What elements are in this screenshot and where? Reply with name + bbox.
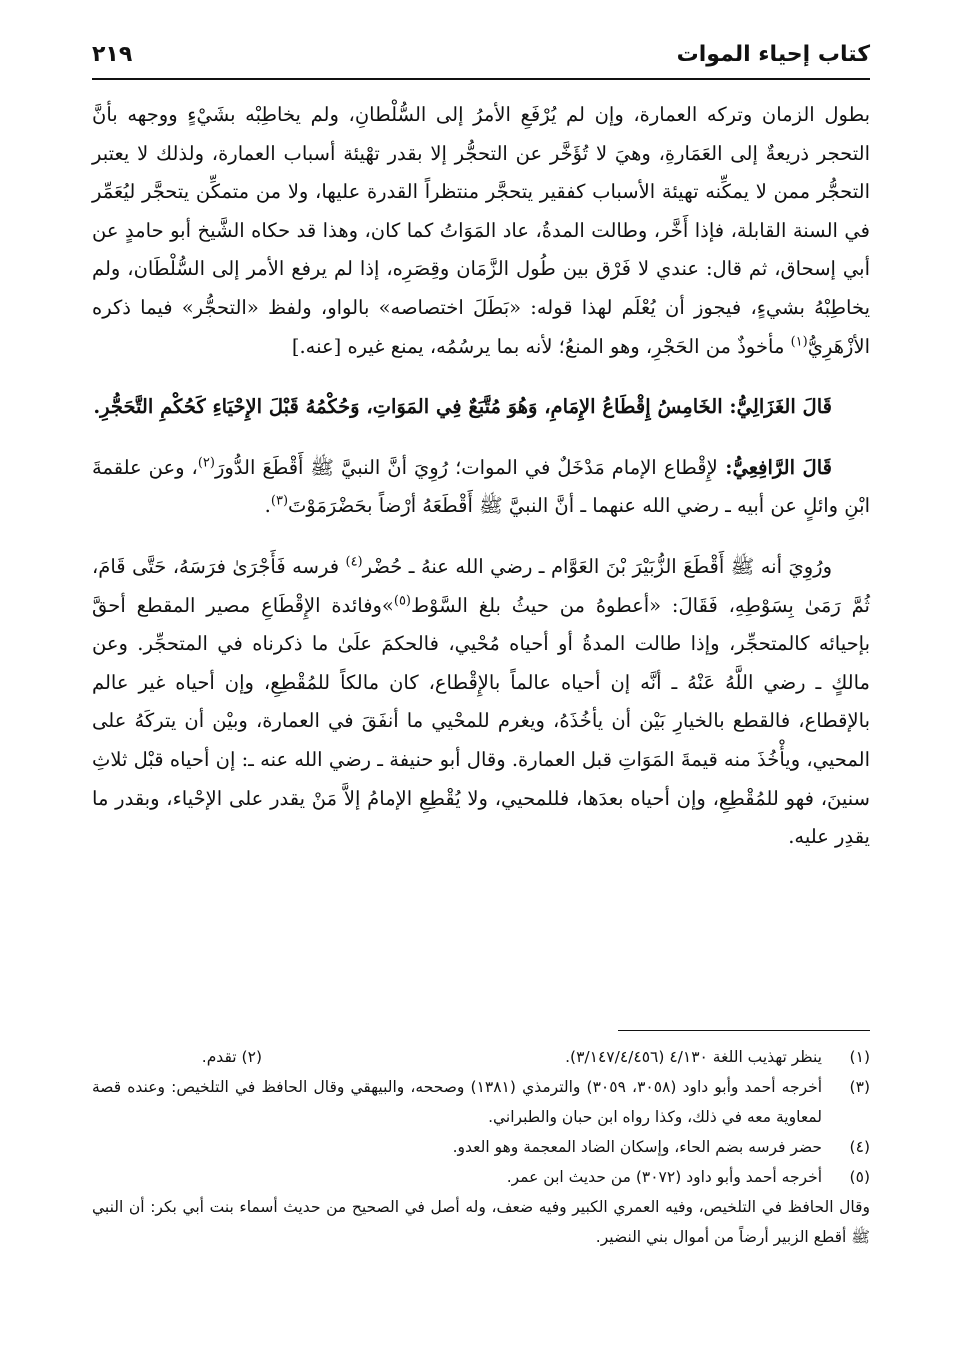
speaker-ghazali: قَالَ الغَزَالِيُّ: — [722, 395, 832, 419]
footnote-ref-4: (٤) — [345, 554, 363, 570]
footnote-4-text: حضر فرسه بضم الحاء، وإسكان الضاد المعجمة وهو العدو. — [452, 1138, 822, 1156]
paragraph-rafii — [92, 449, 870, 526]
footnote-1-text: ينظر تهذيب اللغة ٤/١٣٠ (٣/١٤٧/٤/٤٥٦). — [565, 1048, 822, 1066]
footnote-4-row — [92, 1132, 870, 1162]
footnote-5-text: أخرجه أحمد وأبو داود (٣٠٧٢) من حديث ابن عمر. — [506, 1168, 822, 1186]
page-header — [92, 38, 870, 80]
page-number: ٢١٩ — [92, 42, 133, 67]
footnote-divider — [618, 1030, 870, 1031]
rafii-text: لإِقْطاع الإمام مَدْخَلٌ في الموات؛ رُوِيَ أنَّ النبيَّ ﷺ أَقْطَعَ الدُّورَ — [214, 455, 718, 479]
paragraph-4-b: فرسه فَأَجْرَىٰ فرَسَهُ، حَتَّى قَامَ، ثُمَّ رَمَىٰ بِسَوْطِهِ، فَقَالَ: «أعطوهُ من حيثُ بلغ السَّوْط — [92, 554, 870, 617]
footnote-2-number: (٢) — [241, 1048, 262, 1066]
footnote-3-row — [92, 1072, 870, 1132]
paragraph-1-end: مأخوذٌ من الحَجْرِ، وهو المنعُ؛ لأنه بما يرسُمُه، يمنع غيره [عنه.] — [291, 334, 791, 358]
running-title: كتاب إحياء الموات — [676, 42, 870, 67]
footnote-ref-1: (١) — [790, 334, 808, 350]
footnote-ref-5: (٥) — [393, 593, 411, 609]
rafii-text-end: . — [264, 494, 271, 518]
paragraph-4-c: »وفائدة الإِقْطَاعِ مصير المقطع أحقَّ بإحيائه كالمتحجِّر، وإذا طالت المدةُ أو أحياه مُحْيي، فالحكمَ علَىٰ ما ذكرناه في المتحجِّر. وعن مالكٍ ـ رضي اللَّهُ عَنْهُ ـ أنَّه إن أحياه عالماً بالإِقْطاع، كان مالكاً للمُقْطِعِ، وإن أحياه غير عالم بالإقطاع، فالقطع بالخيارِ بَيْن أن يأخُذَهُ، ويغرم للمحْيي ما أنفَقَ في العمارة، وبيْن أن يتركَهُ على المحيي، ويأْخُذَ منه قيمةَ المَوَاتِ قبل العمارة. وقال أبو حنيفة ـ رضي الله عنه ـ: إن أحياه قبْل ثلاثِ سنينَ، فهو للمُقْطِعِ، وإن أحياه بعدَها، فللمحيي، ولا يُقْطِعِ الإمامُ إلاَّ مَنْ يقدر على الإحْياء، وبقدر ما يقدِر عليه. — [92, 593, 870, 849]
footnote-5-row — [92, 1162, 870, 1192]
footnote-ref-2: (٢) — [197, 455, 215, 471]
ghazali-text: الخَامِسُ إِقْطَاعُ الإِمَامِ، وَهُوَ مُتَّبَعٌ فِي المَوَاتِ، وَحُكْمُهُ قَبْلَ الإِحْيَاءِ كَحُكْمِ التَّحَجُّرِ. — [93, 395, 723, 419]
footnote-ref-3: (٣) — [270, 493, 289, 509]
footnote-2-text: تقدم. — [201, 1048, 237, 1066]
footnote-3-number: (٣) — [849, 1078, 870, 1096]
footnote-2 — [92, 1042, 262, 1072]
footnotes — [92, 1042, 870, 1252]
paragraph-4-a: ورُوِيَ أنه ﷺ أَقْطَعَ الزُّبَيْرَ بْنَ العَوَّام ـ رضي الله عنهُ ـ حُضْر — [362, 554, 832, 578]
speaker-rafii: قَالَ الرَّافِعِيُّ: — [717, 455, 832, 479]
footnote-4-number: (٤) — [849, 1138, 870, 1156]
footnote-5-continuation: وقال الحافظ في التلخيص، وفيه العمري الكبير وفيه ضعف، وله أصل في الصحيح من حديث أسماء بنت أبي بكر: أن النبي ﷺ أقطع الزبير أرضاً من أموال بني النضير. — [92, 1198, 870, 1246]
footnote-1-2-row — [92, 1042, 870, 1072]
paragraph-4 — [92, 548, 870, 857]
paragraph-1-text: بطول الزمان وتركه العمارة، وإن لم يُرْفَعِ الأمرُ إلى السُّلْطانِ، ولم يخاطِبْه بشَيْءٍ ووجهه بأنَّ التحجر ذريعةٌ إلى العَمَارةِ، وهيَ لا تُؤَخَّر عن التحجُّر إلا بقدر تهْيئة أسباب العمارة، ولذلك لا يعتبر التحجُّر ممن لا يمكِّنه تهيئة الأسباب كفقير يتحجَّر منتظراً القدرة عليها، ولا من متمكِّن يتحجَّر ليُعَمِّر في السنة القابلة، فإذا أَخَّر، وطالت المدةُ، عاد المَوَاتُ كما كان، وهذا قد حكاه الشَّيخ أبو حامدٍ عن أبي إسحاق، ثم قال: عندي لا فَرْق بين طُول الزَّمَان وقِصَرِه، إذا لم يرفع الأمر إلى السُّلْطَان، ولم يخاطِبْهُ بشيءٍ، فيجوز أن يُعْلَم لهذا قوله: «بَطَلَ اختصاصه» بالواو، ولفظ «التحجُّر» فيما ذكره الأزْهَرِيُّ — [92, 103, 871, 358]
rafii-text-mid: ، وعن علقمةَ ابْنِ وائلٍ عن أبيه ـ رضي الله عنهما ـ أنَّ النبيَّ ﷺ أَقْطَعَهُ أرْضاً بحَضْرَمَوْتَ — [92, 455, 870, 518]
footnote-1-number: (١) — [849, 1048, 870, 1066]
main-text — [92, 96, 870, 857]
paragraph-1 — [92, 96, 870, 366]
footnote-3-text: أخرجه أحمد وأبو داود (٣٠٥٨، ٣٠٥٩) والترمذي (١٣٨١) وصححه، والبيهقي وقال الحافظ في التلخيص: وعنده قصة لمعاوية معه في ذلك، وكذا رواه ابن حبان والطبراني. — [92, 1078, 823, 1126]
paragraph-ghazali — [92, 388, 870, 427]
footnote-5-number: (٥) — [849, 1168, 870, 1186]
